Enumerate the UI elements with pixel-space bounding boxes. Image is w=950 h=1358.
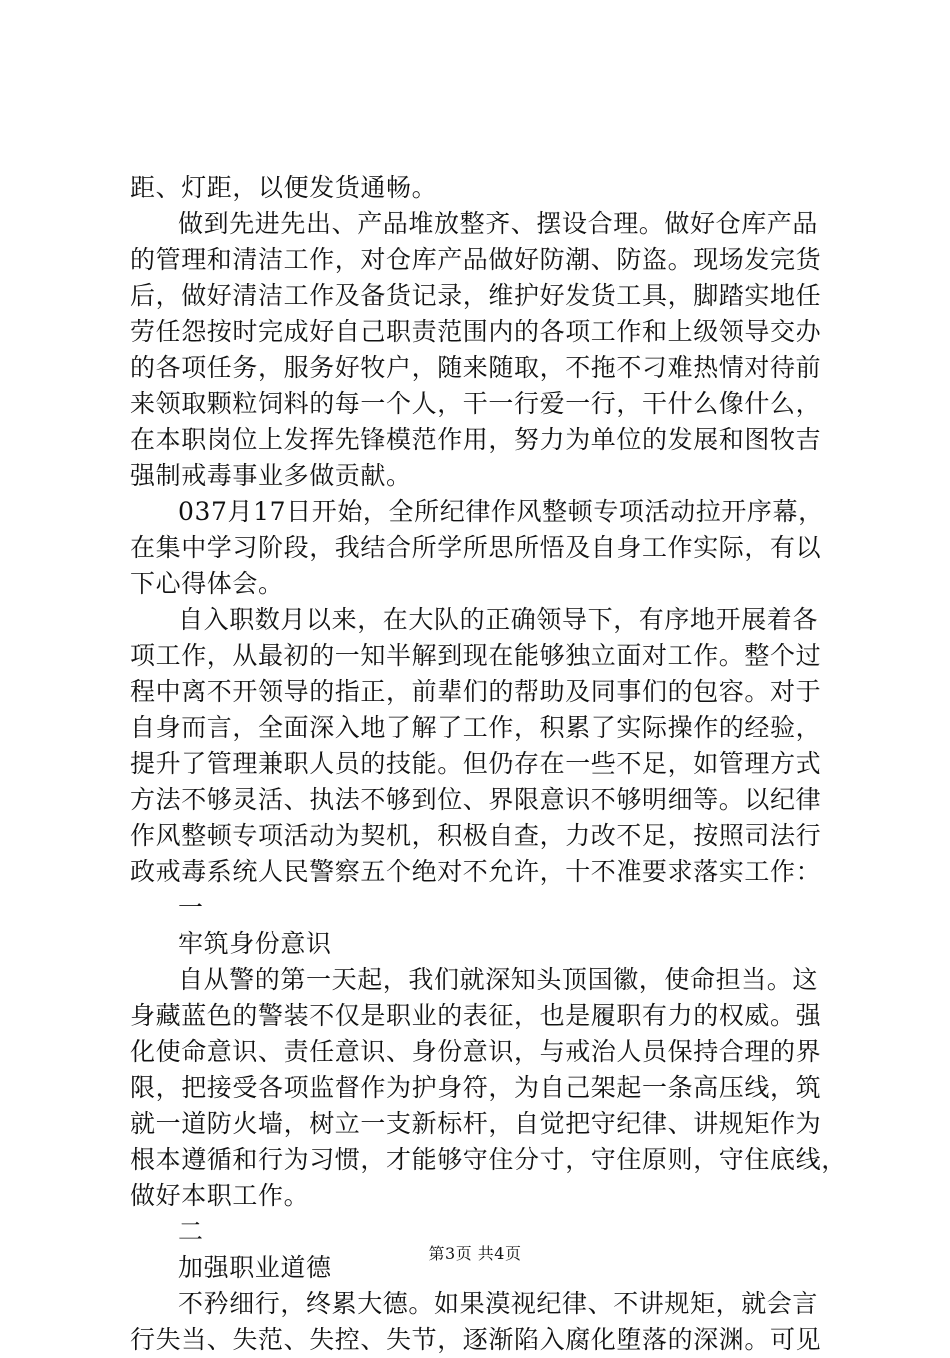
text-line: 劳任怨按时完成好自己职责范围内的各项工作和上级领导交办: [130, 317, 822, 346]
text-line: 限，把接受各项监督作为护身符，为自己架起一条高压线，筑: [130, 1073, 822, 1102]
text-line: 自入职数月以来，在大队的正确领导下，有序地开展着各: [178, 605, 819, 634]
text-line: 的各项任务，服务好牧户，随来随取，不拖不刁难热情对待前: [130, 353, 822, 382]
text-line: 在集中学习阶段，我结合所学所思所悟及自身工作实际，有以: [130, 533, 822, 562]
text-line: 提升了管理兼职人员的技能。但仍存在一些不足，如管理方式: [130, 749, 822, 778]
text-line: 牢筑身份意识: [178, 929, 332, 958]
text-line: 做到先进先出、产品堆放整齐、摆设合理。做好仓库产品: [178, 209, 819, 238]
text-line: 程中离不开领导的指正，前辈们的帮助及同事们的包容。对于: [130, 677, 822, 706]
text-line: 来领取颗粒饲料的每一个人，干一行爱一行，干什么像什么，: [130, 389, 822, 418]
text-line: 加强职业道德: [178, 1253, 332, 1282]
text-line: 在本职岗位上发挥先锋模范作用，努力为单位的发展和图牧吉: [130, 425, 822, 454]
text-line: 后，做好清洁工作及备货记录，维护好发货工具，脚踏实地任: [130, 281, 822, 310]
text-line: 身藏蓝色的警装不仅是职业的表征，也是履职有力的权威。强: [130, 1001, 822, 1030]
text-line: 方法不够灵活、执法不够到位、界限意识不够明细等。以纪律: [130, 785, 822, 814]
text-line: 政戒毒系统人民警察五个绝对不允许，十不准要求落实工作：: [130, 857, 822, 886]
text-line: 一: [178, 893, 204, 922]
text-line: 自身而言，全面深入地了解了工作，积累了实际操作的经验，: [130, 713, 822, 742]
text-line: 下心得体会。: [130, 569, 284, 598]
text-line: 做好本职工作。: [130, 1181, 310, 1210]
text-line: 行失当、失范、失控、失节，逐渐陷入腐化堕落的深渊。可见: [130, 1325, 822, 1354]
text-line: 作风整顿专项活动为契机，积极自查，力改不足，按照司法行: [130, 821, 822, 850]
document-body: [130, 170, 847, 1358]
page-footer: 第3页 共4页: [428, 1244, 522, 1263]
text-line: 项工作，从最初的一知半解到现在能够独立面对工作。整个过: [130, 641, 822, 670]
text-line: 强制戒毒事业多做贡献。: [130, 461, 412, 490]
text-line: 的管理和清洁工作，对仓库产品做好防潮、防盗。现场发完货: [130, 245, 822, 274]
text-line: 037月17日开始，全所纪律作风整顿专项活动拉开序幕，: [178, 497, 824, 526]
text-line: 自从警的第一天起，我们就深知头顶国徽，使命担当。这: [178, 965, 819, 994]
text-line: 距、灯距，以便发货通畅。: [130, 173, 438, 202]
text-line: 化使命意识、责任意识、身份意识，与戒治人员保持合理的界: [130, 1037, 822, 1066]
text-line: 二: [178, 1217, 204, 1246]
text-line: 就一道防火墙，树立一支新标杆，自觉把守纪律、讲规矩作为: [130, 1109, 822, 1138]
text-line: 根本遵循和行为习惯，才能够守住分寸，守住原则，守住底线，: [130, 1145, 847, 1174]
text-line: 不矜细行，终累大德。如果漠视纪律、不讲规矩，就会言: [178, 1289, 819, 1318]
